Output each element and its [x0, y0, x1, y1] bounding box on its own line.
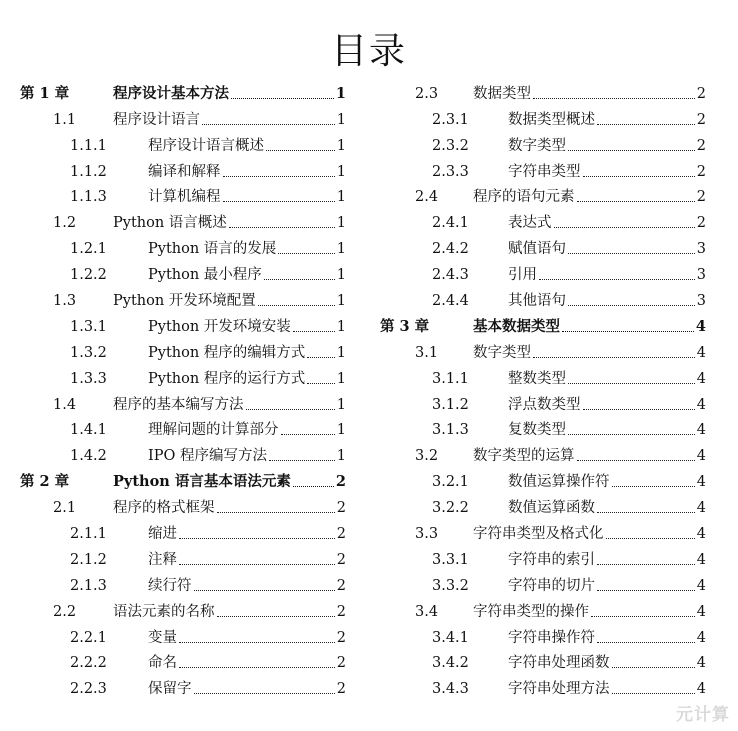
toc-entry-body [508, 654, 706, 672]
dot-leader [612, 486, 695, 487]
toc-entry[interactable] [378, 208, 706, 234]
toc-entry[interactable] [16, 234, 346, 260]
toc-entry-body [508, 680, 706, 698]
toc-entry-number: 2.1.3 [70, 577, 107, 594]
toc-page-number: 1 [336, 215, 346, 232]
toc-entry-number: 1.4 [53, 396, 77, 413]
toc-entry-body [508, 163, 706, 181]
toc-page-number: 4 [696, 603, 706, 620]
toc-entry-number: 1.1.2 [70, 163, 107, 180]
toc-page-number: 3 [696, 241, 706, 258]
toc-page-number: 4 [696, 422, 706, 439]
toc-entry[interactable] [378, 338, 706, 364]
toc-entry[interactable] [16, 519, 346, 545]
toc-entry-number: 第 2 章 [20, 473, 70, 491]
dot-leader [179, 564, 335, 565]
toc-page-number: 2 [336, 629, 346, 646]
toc-entry[interactable] [378, 597, 706, 623]
toc-entry-body [113, 473, 346, 491]
toc-page-number: 2 [696, 189, 706, 206]
toc-entry-number: 1.1.3 [70, 189, 107, 206]
toc-page-number: 2 [696, 163, 706, 180]
dot-leader [597, 124, 695, 125]
toc-entry[interactable] [16, 623, 346, 649]
toc-entry-body [508, 240, 706, 258]
toc-entry-title: 浮点数类型 [508, 396, 581, 413]
toc-entry-body [473, 85, 706, 103]
toc-page-number: 3 [696, 293, 706, 310]
toc-entry[interactable] [16, 183, 346, 209]
toc-entry[interactable] [16, 390, 346, 416]
dot-leader [266, 150, 335, 151]
toc-entry[interactable] [378, 441, 706, 467]
toc-page-number: 4 [696, 577, 706, 594]
toc-entry-number: 2.3.1 [432, 111, 469, 128]
toc-entry[interactable] [378, 131, 706, 157]
toc-page-number: 4 [696, 500, 706, 517]
toc-entry-title: 引用 [508, 267, 537, 284]
toc-entry-body [473, 344, 706, 362]
toc-page-number: 4 [696, 551, 706, 568]
toc-page-number: 1 [336, 293, 346, 310]
toc-entry-title: 保留字 [148, 681, 192, 698]
toc-entry-title: 变量 [148, 629, 177, 646]
toc-entry-number: 1.2.1 [70, 241, 107, 258]
toc-entry-number: 3.3.2 [432, 577, 469, 594]
toc-entry-body [113, 396, 346, 414]
toc-entry-title: 缩进 [148, 526, 177, 543]
dot-leader [264, 279, 335, 280]
toc-entry[interactable] [16, 571, 346, 597]
toc-entry-body [148, 421, 346, 439]
toc-entry-title: 其他语句 [508, 293, 566, 310]
dot-leader [568, 305, 695, 306]
dot-leader [568, 383, 695, 384]
toc-entry-body [148, 577, 346, 595]
toc-entry[interactable] [378, 571, 706, 597]
toc-entry-number: 3.4 [415, 603, 439, 620]
toc-entry-title: Python 语言基本语法元素 [113, 473, 291, 491]
dot-leader [258, 305, 335, 306]
toc-entry-title: Python 程序的运行方式 [148, 370, 306, 387]
toc-entry[interactable] [378, 416, 706, 442]
toc-entry-title: 基本数据类型 [473, 317, 560, 335]
dot-leader [568, 253, 695, 254]
dot-leader [194, 693, 335, 694]
dot-leader [217, 512, 335, 513]
toc-entry-number: 2.3.2 [432, 137, 469, 154]
dot-leader [583, 409, 695, 410]
dot-leader [577, 201, 695, 202]
dot-leader [562, 331, 694, 332]
toc-entry[interactable] [378, 183, 706, 209]
toc-entry-title: 程序的语句元素 [473, 189, 575, 206]
toc-entry-number: 2.2.3 [70, 681, 107, 698]
toc-entry[interactable] [16, 157, 346, 183]
page-title: 目录 [330, 31, 407, 72]
dot-leader [202, 124, 335, 125]
dot-leader [293, 486, 334, 487]
toc-entry-body [508, 370, 706, 388]
toc-entry-title: 程序设计语言 [113, 111, 200, 128]
toc-page-number: 2 [336, 551, 346, 568]
dot-leader [246, 409, 335, 410]
dot-leader [281, 434, 335, 435]
dot-leader [217, 616, 335, 617]
toc-page-number: 1 [336, 241, 346, 258]
toc-entry-number: 2.1.1 [70, 526, 107, 543]
toc-page-number: 1 [336, 396, 346, 413]
toc-entry-body [508, 137, 706, 155]
toc-page-number: 4 [696, 655, 706, 672]
dot-leader [229, 227, 335, 228]
toc-page-number: 2 [336, 577, 346, 594]
dot-leader [606, 538, 695, 539]
toc-entry-body [508, 266, 706, 284]
toc-entry-title: Python 开发环境安装 [148, 318, 291, 335]
toc-page-number: 3 [696, 267, 706, 284]
toc-entry-body [508, 577, 706, 595]
toc-entry-body [473, 318, 706, 336]
toc-entry[interactable] [16, 649, 346, 675]
toc-entry-title: 计算机编程 [148, 189, 221, 206]
toc-entry-body [148, 447, 346, 465]
toc-chapter-entry[interactable] [16, 79, 346, 105]
toc-page-number: 4 [696, 344, 706, 361]
toc-entry-body [148, 551, 346, 569]
toc-entry-number: 1.3.3 [70, 370, 107, 387]
toc-entry-title: 字符串处理函数 [508, 655, 610, 672]
toc-entry-title: 复数类型 [508, 422, 566, 439]
dot-leader [179, 667, 335, 668]
toc-entry[interactable] [16, 364, 346, 390]
toc-entry-body [148, 680, 346, 698]
toc-entry[interactable] [378, 545, 706, 571]
toc-entry-body [508, 292, 706, 310]
toc-entry-number: 3.2 [415, 448, 439, 465]
toc-entry-number: 3.2.2 [432, 500, 469, 517]
toc-page-number: 1 [336, 448, 346, 465]
dot-leader [231, 98, 334, 99]
toc-entry-number: 2.4.1 [432, 215, 469, 232]
toc-entry-title: 字符串类型 [508, 163, 581, 180]
toc-page-number: 4 [696, 396, 706, 413]
toc-entry[interactable] [378, 364, 706, 390]
dot-leader [307, 383, 334, 384]
toc-entry-title: 字符串的索引 [508, 551, 595, 568]
toc-entry-title: 字符串类型及格式化 [473, 526, 604, 543]
toc-entry-body [508, 111, 706, 129]
toc-entry-title: Python 语言概述 [113, 215, 227, 232]
toc-entry-title: 命名 [148, 655, 177, 672]
dot-leader [533, 98, 695, 99]
toc-entry[interactable] [16, 286, 346, 312]
toc-page-number: 1 [335, 84, 346, 102]
toc-entry-body [113, 499, 346, 517]
toc-entry-number: 3.3.1 [432, 551, 469, 568]
toc-entry-number: 1.2 [53, 215, 77, 232]
toc-entry-number: 2.4 [415, 189, 439, 206]
toc-page-number: 4 [696, 681, 706, 698]
toc-entry[interactable] [378, 286, 706, 312]
toc-entry-title: 字符串处理方法 [508, 681, 610, 698]
toc-entry-number: 3.4.2 [432, 655, 469, 672]
toc-entry-body [473, 188, 706, 206]
toc-entry-body [113, 603, 346, 621]
toc-entry-body [473, 603, 706, 621]
toc-page-number: 1 [336, 344, 346, 361]
toc-entry-title: 表达式 [508, 215, 552, 232]
dot-leader [597, 642, 695, 643]
toc-entry[interactable] [378, 623, 706, 649]
toc-entry-title: IPO 程序编写方法 [148, 448, 267, 465]
toc-entry[interactable] [378, 649, 706, 675]
toc-page-number: 2 [336, 655, 346, 672]
dot-leader [223, 201, 335, 202]
toc-entry[interactable] [378, 493, 706, 519]
toc-entry-title: 数值运算操作符 [508, 474, 610, 491]
toc-entry-title: Python 开发环境配置 [113, 293, 256, 310]
toc-entry-title: 语法元素的名称 [113, 603, 215, 620]
toc-entry-title: 数字类型 [508, 137, 566, 154]
toc-chapter-entry[interactable] [16, 467, 346, 493]
toc-entry-title: 理解问题的计算部分 [148, 422, 279, 439]
toc-entry-title: 字符串类型的操作 [473, 603, 589, 620]
toc-entry-title: 数据类型概述 [508, 111, 595, 128]
toc-page-number: 1 [336, 189, 346, 206]
dot-leader [583, 176, 695, 177]
toc-page-number: 4 [696, 526, 706, 543]
toc-page-number: 2 [696, 137, 706, 154]
toc-chapter-entry[interactable] [378, 312, 706, 338]
toc-entry-number: 2.2 [53, 603, 77, 620]
toc-page-number: 4 [696, 448, 706, 465]
toc-entry[interactable] [16, 338, 346, 364]
toc-entry-body [148, 525, 346, 543]
toc-entry-number: 2.4.2 [432, 241, 469, 258]
toc-entry-body [508, 214, 706, 232]
toc-entry[interactable] [16, 260, 346, 286]
toc-entry-title: 数字类型的运算 [473, 448, 575, 465]
dot-leader [612, 667, 695, 668]
toc-page-number: 1 [336, 370, 346, 387]
toc-entry-number: 1.4.1 [70, 422, 107, 439]
toc-entry-number: 第 1 章 [20, 84, 70, 102]
toc-entry[interactable] [378, 234, 706, 260]
toc-entry[interactable] [378, 674, 706, 700]
toc-page-number: 1 [336, 267, 346, 284]
toc-entry-number: 1.3.2 [70, 344, 107, 361]
toc-entry[interactable] [16, 493, 346, 519]
toc-entry-number: 2.1.2 [70, 551, 107, 568]
toc-entry[interactable] [378, 390, 706, 416]
toc-entry-number: 1.1 [53, 111, 77, 128]
toc-page-number: 2 [696, 85, 706, 102]
toc-entry-number: 3.1.1 [432, 370, 469, 387]
dot-leader [597, 512, 695, 513]
toc-entry-number: 2.4.3 [432, 267, 469, 284]
toc-page-number: 1 [336, 163, 346, 180]
toc-page-number: 2 [336, 603, 346, 620]
toc-entry-title: 编译和解释 [148, 163, 221, 180]
toc-entry-body [148, 163, 346, 181]
toc-entry[interactable] [16, 545, 346, 571]
toc-entry[interactable] [16, 674, 346, 700]
toc-entry[interactable] [378, 260, 706, 286]
toc-entry-number: 1.1.1 [70, 137, 107, 154]
toc-entry[interactable] [16, 312, 346, 338]
dot-leader [293, 331, 335, 332]
toc-entry-body [148, 137, 346, 155]
toc-entry-number: 3.4.3 [432, 681, 469, 698]
toc-entry-body [148, 370, 346, 388]
toc-entry-body [148, 344, 346, 362]
toc-entry[interactable] [16, 208, 346, 234]
toc-entry-number: 3.3 [415, 526, 439, 543]
dot-leader [223, 176, 335, 177]
dot-leader [612, 693, 695, 694]
toc-entry-title: 字符串操作符 [508, 629, 595, 646]
toc-entry-body [113, 292, 346, 310]
toc-column-left [16, 79, 346, 700]
dot-leader [597, 590, 695, 591]
toc-entry-title: 程序的格式框架 [113, 500, 215, 517]
toc-entry[interactable] [378, 105, 706, 131]
toc-entry-title: 字符串的切片 [508, 577, 595, 594]
toc-entry-number: 1.4.2 [70, 448, 107, 465]
watermark-logo: 元计算 [676, 705, 730, 725]
toc-page-number: 1 [336, 137, 346, 154]
toc-entry-title: 数值运算函数 [508, 500, 595, 517]
toc-entry-title: 注释 [148, 551, 177, 568]
toc-page-number: 2 [336, 526, 346, 543]
toc-entry[interactable] [378, 79, 706, 105]
dot-leader [194, 590, 335, 591]
dot-leader [307, 357, 334, 358]
toc-entry-number: 2.3.3 [432, 163, 469, 180]
toc-entry-number: 1.2.2 [70, 267, 107, 284]
toc-page-number: 2 [336, 500, 346, 517]
toc-entry-title: 数字类型 [473, 344, 531, 361]
toc-page-number: 2 [696, 215, 706, 232]
toc-entry[interactable] [16, 597, 346, 623]
toc-page-number: 4 [696, 629, 706, 646]
toc-entry-title: Python 最小程序 [148, 267, 262, 284]
toc-entry-number: 3.1 [415, 344, 439, 361]
toc-page-number: 1 [336, 111, 346, 128]
toc-entry-number: 2.4.4 [432, 293, 469, 310]
toc-entry[interactable] [16, 441, 346, 467]
dot-leader [179, 642, 335, 643]
toc-entry[interactable] [378, 519, 706, 545]
toc-entry[interactable] [16, 105, 346, 131]
toc-entry-title: 程序设计基本方法 [113, 84, 229, 102]
toc-entry-number: 3.2.1 [432, 474, 469, 491]
toc-entry-title: 程序设计语言概述 [148, 137, 264, 154]
toc-page-number: 1 [336, 422, 346, 439]
toc-entry-number: 3.1.2 [432, 396, 469, 413]
toc-entry-body [508, 473, 706, 491]
toc-entry-body [508, 421, 706, 439]
toc-entry-title: Python 程序的编辑方式 [148, 344, 306, 361]
dot-leader [577, 460, 695, 461]
toc-entry-number: 2.3 [415, 85, 439, 102]
dot-leader [179, 538, 335, 539]
toc-page-number: 4 [696, 370, 706, 387]
toc-entry-number: 2.2.1 [70, 629, 107, 646]
toc-page-number: 2 [696, 111, 706, 128]
toc-entry-body [508, 499, 706, 517]
toc-entry-body [113, 214, 346, 232]
toc-entry-body [148, 266, 346, 284]
toc-entry-body [148, 188, 346, 206]
dot-leader [591, 616, 695, 617]
toc-entry-title: 数据类型 [473, 85, 531, 102]
toc-entry-number: 1.3 [53, 293, 77, 310]
toc-page-number: 1 [336, 318, 346, 335]
toc-entry[interactable] [16, 131, 346, 157]
toc-entry[interactable] [378, 157, 706, 183]
toc-entry-title: 续行符 [148, 577, 192, 594]
toc-entry-number: 2.1 [53, 500, 77, 517]
toc-entry-body [113, 111, 346, 129]
dot-leader [278, 253, 334, 254]
toc-entry[interactable] [378, 467, 706, 493]
dot-leader [597, 564, 695, 565]
toc-entry-body [508, 396, 706, 414]
toc-page-number: 4 [695, 317, 706, 335]
dot-leader [568, 434, 695, 435]
toc-entry-body [508, 551, 706, 569]
toc-entry-body [148, 318, 346, 336]
toc-entry-body [508, 629, 706, 647]
toc-entry-body [148, 629, 346, 647]
toc-entry-number: 1.3.1 [70, 318, 107, 335]
toc-entry-title: 程序的基本编写方法 [113, 396, 244, 413]
dot-leader [269, 460, 335, 461]
dot-leader [539, 279, 695, 280]
toc-page-number: 2 [336, 681, 346, 698]
dot-leader [568, 150, 695, 151]
toc-entry-body [148, 654, 346, 672]
toc-entry-number: 第 3 章 [380, 317, 430, 335]
dot-leader [554, 227, 695, 228]
toc-entry-body [473, 525, 706, 543]
dot-leader [533, 357, 695, 358]
toc-entry-body [148, 240, 346, 258]
toc-entry-body [113, 85, 346, 103]
toc-entry-title: Python 语言的发展 [148, 241, 277, 258]
toc-column-right [378, 79, 706, 700]
toc-entry[interactable] [16, 416, 346, 442]
toc-page-number: 2 [335, 473, 346, 491]
toc-entry-body [473, 447, 706, 465]
toc-page-number: 4 [696, 474, 706, 491]
toc-entry-number: 3.1.3 [432, 422, 469, 439]
toc-entry-number: 3.4.1 [432, 629, 469, 646]
toc-entry-number: 2.2.2 [70, 655, 107, 672]
toc-entry-title: 赋值语句 [508, 241, 566, 258]
toc-entry-title: 整数类型 [508, 370, 566, 387]
